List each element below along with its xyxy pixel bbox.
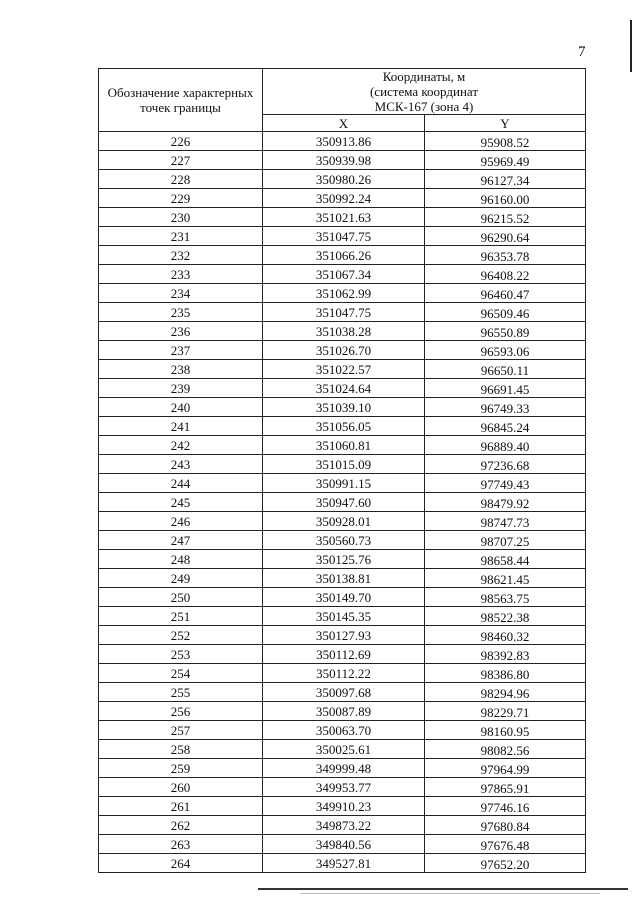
point-id-cell: 235 — [99, 303, 263, 322]
coordinates-header-line-2: (система координат — [369, 84, 479, 99]
table-row — [99, 531, 586, 550]
x-coordinate-cell: 349953.77 — [263, 778, 425, 797]
y-coordinate-cell: 97676.48 — [425, 835, 586, 854]
x-coordinate-cell: 350992.24 — [263, 189, 425, 208]
x-coordinate-cell: 351039.10 — [263, 398, 425, 417]
x-coordinate-cell: 350112.69 — [263, 645, 425, 664]
table-row — [99, 322, 586, 341]
point-id-cell: 255 — [99, 683, 263, 702]
x-coordinate-cell: 350063.70 — [263, 721, 425, 740]
y-coordinate-cell: 95969.49 — [425, 151, 586, 170]
x-coordinate-cell: 351015.09 — [263, 455, 425, 474]
table-row — [99, 797, 586, 816]
point-id-cell: 239 — [99, 379, 263, 398]
table-row — [99, 379, 586, 398]
y-coordinate-cell: 96889.40 — [425, 436, 586, 455]
table-row — [99, 721, 586, 740]
table-row — [99, 683, 586, 702]
y-coordinate-cell: 98479.92 — [425, 493, 586, 512]
x-coordinate-cell: 349999.48 — [263, 759, 425, 778]
y-column-header: Y — [425, 115, 586, 132]
y-coordinate-cell: 96460.47 — [425, 284, 586, 303]
point-id-cell: 229 — [99, 189, 263, 208]
point-id-cell: 252 — [99, 626, 263, 645]
table-row — [99, 816, 586, 835]
table-row — [99, 436, 586, 455]
y-coordinate-cell: 97746.16 — [425, 797, 586, 816]
point-id-cell: 258 — [99, 740, 263, 759]
point-id-cell: 233 — [99, 265, 263, 284]
x-coordinate-cell: 351026.70 — [263, 341, 425, 360]
point-id-cell: 238 — [99, 360, 263, 379]
bottom-rule-shadow — [300, 893, 600, 894]
y-coordinate-cell: 98082.56 — [425, 740, 586, 759]
y-coordinate-cell: 96650.11 — [425, 360, 586, 379]
point-label-header: Обозначение характерных точек границы — [99, 69, 263, 132]
point-id-cell: 241 — [99, 417, 263, 436]
table-row — [99, 664, 586, 683]
y-coordinate-cell: 96691.45 — [425, 379, 586, 398]
y-coordinate-cell: 98229.71 — [425, 702, 586, 721]
x-coordinate-cell: 350138.81 — [263, 569, 425, 588]
coordinates-header-line-3: МСК-167 (зона 4) — [374, 99, 474, 114]
point-id-cell: 249 — [99, 569, 263, 588]
x-coordinate-cell: 351060.81 — [263, 436, 425, 455]
point-id-cell: 232 — [99, 246, 263, 265]
y-coordinate-cell: 97865.91 — [425, 778, 586, 797]
table-row — [99, 759, 586, 778]
point-id-cell: 262 — [99, 816, 263, 835]
point-id-cell: 237 — [99, 341, 263, 360]
table-row — [99, 132, 586, 151]
x-coordinate-cell: 351047.75 — [263, 303, 425, 322]
table-row — [99, 607, 586, 626]
table-row — [99, 170, 586, 189]
y-coordinate-cell: 97964.99 — [425, 759, 586, 778]
point-id-cell: 259 — [99, 759, 263, 778]
y-coordinate-cell: 96845.24 — [425, 417, 586, 436]
x-coordinate-cell: 350560.73 — [263, 531, 425, 550]
table-row — [99, 645, 586, 664]
table-row — [99, 360, 586, 379]
table-row — [99, 588, 586, 607]
point-id-cell: 231 — [99, 227, 263, 246]
y-coordinate-cell: 96353.78 — [425, 246, 586, 265]
table-row — [99, 417, 586, 436]
table-row — [99, 702, 586, 721]
y-coordinate-cell: 96593.06 — [425, 341, 586, 360]
table-row — [99, 189, 586, 208]
x-coordinate-cell: 350991.15 — [263, 474, 425, 493]
y-coordinate-cell: 96550.89 — [425, 322, 586, 341]
point-id-cell: 251 — [99, 607, 263, 626]
y-coordinate-cell: 96215.52 — [425, 208, 586, 227]
table-row — [99, 854, 586, 873]
point-id-cell: 234 — [99, 284, 263, 303]
x-coordinate-cell: 349873.22 — [263, 816, 425, 835]
x-coordinate-cell: 351021.63 — [263, 208, 425, 227]
point-id-cell: 228 — [99, 170, 263, 189]
x-coordinate-cell: 351067.34 — [263, 265, 425, 284]
point-id-cell: 256 — [99, 702, 263, 721]
y-coordinate-cell: 98747.73 — [425, 512, 586, 531]
y-coordinate-cell: 96509.46 — [425, 303, 586, 322]
boundary-coordinates-table — [98, 68, 586, 873]
point-id-cell: 226 — [99, 132, 263, 151]
y-coordinate-cell: 97680.84 — [425, 816, 586, 835]
coordinates-header — [263, 69, 586, 115]
x-coordinate-cell: 349527.81 — [263, 854, 425, 873]
y-coordinate-cell: 97652.20 — [425, 854, 586, 873]
point-id-cell: 243 — [99, 455, 263, 474]
table-row — [99, 740, 586, 759]
coordinates-header-line-1: Координаты, м — [382, 69, 466, 84]
point-id-cell: 248 — [99, 550, 263, 569]
y-coordinate-cell: 97749.43 — [425, 474, 586, 493]
table-row — [99, 455, 586, 474]
point-id-cell: 254 — [99, 664, 263, 683]
x-coordinate-cell: 351056.05 — [263, 417, 425, 436]
x-coordinate-cell: 350149.70 — [263, 588, 425, 607]
x-coordinate-cell: 351024.64 — [263, 379, 425, 398]
y-coordinate-cell: 96290.64 — [425, 227, 586, 246]
y-coordinate-cell: 98707.25 — [425, 531, 586, 550]
x-coordinate-cell: 350913.86 — [263, 132, 425, 151]
y-coordinate-cell: 97236.68 — [425, 455, 586, 474]
x-coordinate-cell: 350112.22 — [263, 664, 425, 683]
x-coordinate-cell: 351066.26 — [263, 246, 425, 265]
table-row — [99, 493, 586, 512]
y-coordinate-cell: 98294.96 — [425, 683, 586, 702]
table-row — [99, 151, 586, 170]
table-row — [99, 550, 586, 569]
y-coordinate-cell: 98563.75 — [425, 588, 586, 607]
y-coordinate-cell: 96127.34 — [425, 170, 586, 189]
point-id-cell: 227 — [99, 151, 263, 170]
point-id-cell: 236 — [99, 322, 263, 341]
table-row — [99, 474, 586, 493]
x-coordinate-cell: 350939.98 — [263, 151, 425, 170]
y-coordinate-cell: 98160.95 — [425, 721, 586, 740]
point-id-cell: 247 — [99, 531, 263, 550]
x-coordinate-cell: 351062.99 — [263, 284, 425, 303]
table-row — [99, 284, 586, 303]
table-row — [99, 246, 586, 265]
x-coordinate-cell: 350928.01 — [263, 512, 425, 531]
x-coordinate-cell: 350947.60 — [263, 493, 425, 512]
y-coordinate-cell: 98658.44 — [425, 550, 586, 569]
point-id-cell: 244 — [99, 474, 263, 493]
page-number: 7 — [578, 44, 586, 60]
x-coordinate-cell: 350125.76 — [263, 550, 425, 569]
bottom-rule — [258, 888, 628, 890]
y-coordinate-cell: 98621.45 — [425, 569, 586, 588]
x-coordinate-cell: 351038.28 — [263, 322, 425, 341]
point-id-cell: 242 — [99, 436, 263, 455]
table-row — [99, 569, 586, 588]
table-row — [99, 341, 586, 360]
y-coordinate-cell: 95908.52 — [425, 132, 586, 151]
table-row — [99, 512, 586, 531]
y-coordinate-cell: 98392.83 — [425, 645, 586, 664]
point-id-cell: 261 — [99, 797, 263, 816]
y-coordinate-cell: 98460.32 — [425, 626, 586, 645]
x-coordinate-cell: 350025.61 — [263, 740, 425, 759]
point-id-cell: 257 — [99, 721, 263, 740]
table-row — [99, 303, 586, 322]
point-id-cell: 245 — [99, 493, 263, 512]
point-id-cell: 230 — [99, 208, 263, 227]
table-row — [99, 626, 586, 645]
point-id-cell: 260 — [99, 778, 263, 797]
y-coordinate-cell: 96160.00 — [425, 189, 586, 208]
x-coordinate-cell: 350087.89 — [263, 702, 425, 721]
point-id-cell: 253 — [99, 645, 263, 664]
point-id-cell: 246 — [99, 512, 263, 531]
table-row — [99, 227, 586, 246]
x-column-header: X — [263, 115, 425, 132]
x-coordinate-cell: 349910.23 — [263, 797, 425, 816]
page-edge-mark — [630, 20, 632, 72]
x-coordinate-cell: 350980.26 — [263, 170, 425, 189]
x-coordinate-cell: 350127.93 — [263, 626, 425, 645]
table-row — [99, 398, 586, 417]
y-coordinate-cell: 96408.22 — [425, 265, 586, 284]
x-coordinate-cell: 350097.68 — [263, 683, 425, 702]
x-coordinate-cell: 351047.75 — [263, 227, 425, 246]
y-coordinate-cell: 96749.33 — [425, 398, 586, 417]
point-id-cell: 263 — [99, 835, 263, 854]
y-coordinate-cell: 98386.80 — [425, 664, 586, 683]
x-coordinate-cell: 350145.35 — [263, 607, 425, 626]
point-id-cell: 250 — [99, 588, 263, 607]
table-row — [99, 208, 586, 227]
table-row — [99, 835, 586, 854]
table-body — [99, 132, 586, 873]
table-row — [99, 265, 586, 284]
point-id-cell: 264 — [99, 854, 263, 873]
y-coordinate-cell: 98522.38 — [425, 607, 586, 626]
point-id-cell: 240 — [99, 398, 263, 417]
table-row — [99, 778, 586, 797]
x-coordinate-cell: 351022.57 — [263, 360, 425, 379]
x-coordinate-cell: 349840.56 — [263, 835, 425, 854]
